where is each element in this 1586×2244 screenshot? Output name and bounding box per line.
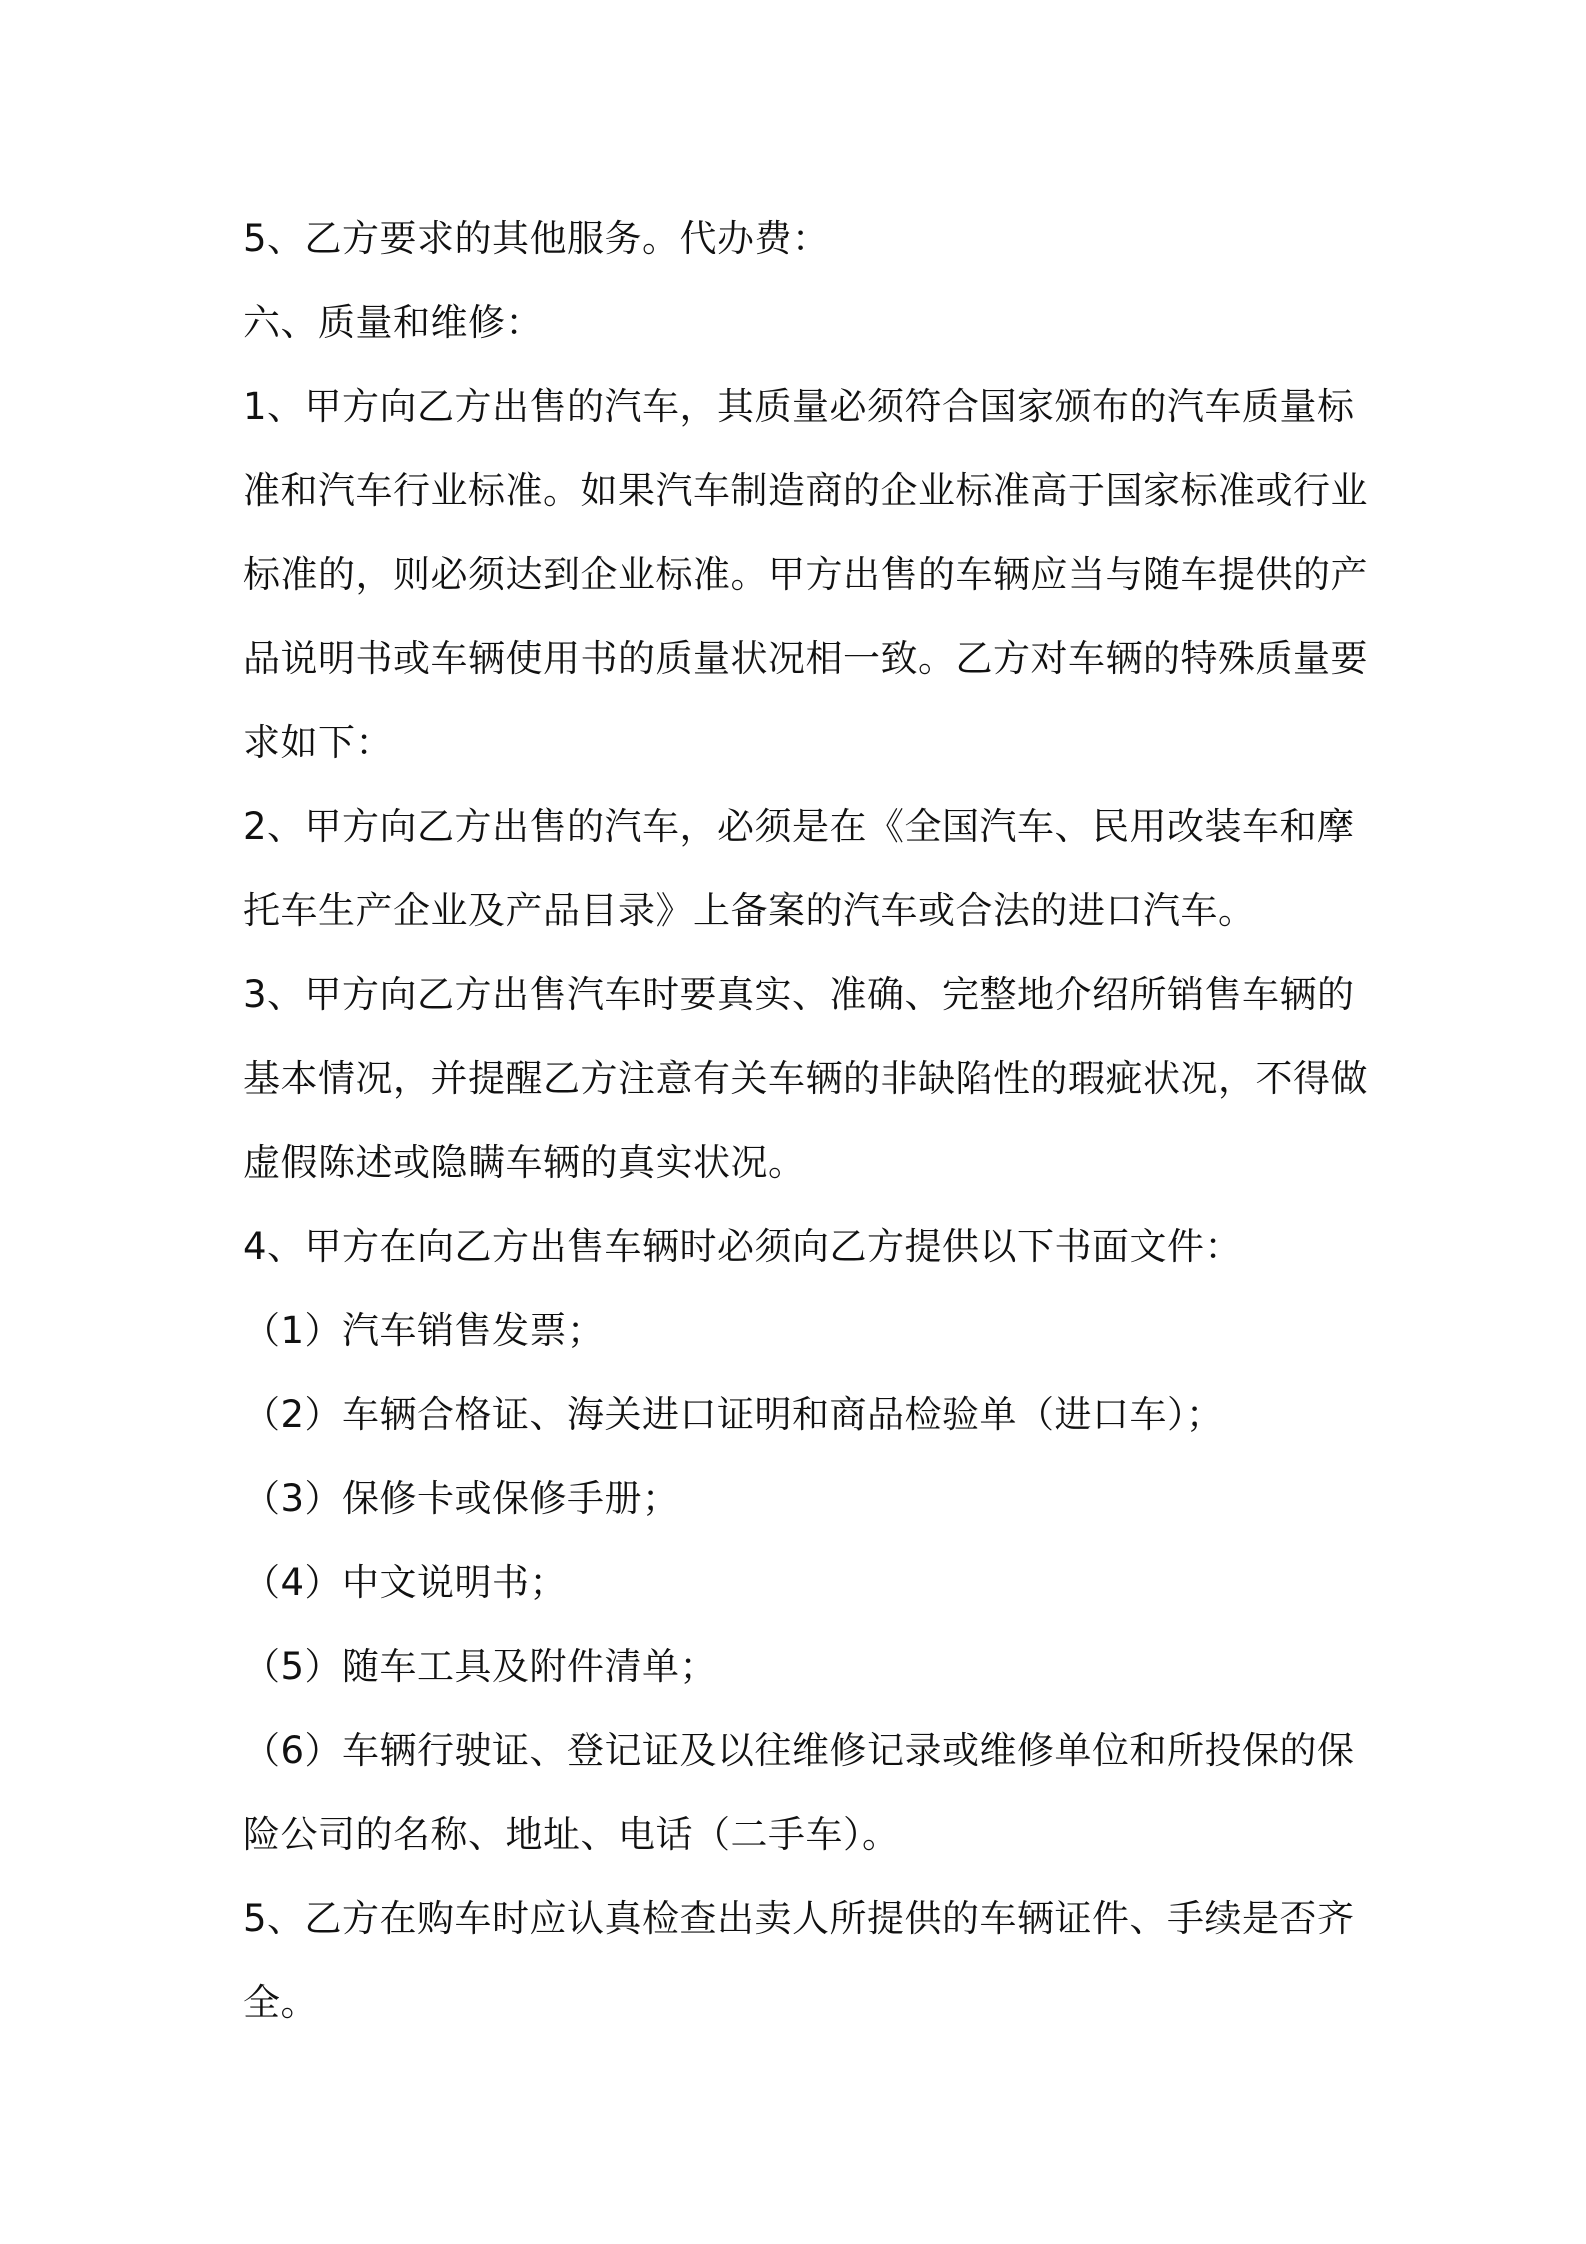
text-line: 六、质量和维修： <box>243 301 543 344</box>
text-line: 2、甲方向乙方出售的汽车，必须是在《全国汽车、民用改装车和摩 <box>243 805 1355 848</box>
text-line: 品说明书或车辆使用书的质量状况相一致。乙方对车辆的特殊质量要 <box>243 637 1368 680</box>
text-line: 4、甲方在向乙方出售车辆时必须向乙方提供以下书面文件： <box>243 1225 1243 1268</box>
document-item-1 <box>243 1289 1363 1373</box>
document-item-4 <box>243 1541 1363 1625</box>
text-line: 托车生产企业及产品目录》上备案的汽车或合法的进口汽车。 <box>243 889 1256 932</box>
section-6-heading <box>243 281 1363 365</box>
text-line: 3、甲方向乙方出售汽车时要真实、准确、完整地介绍所销售车辆的 <box>243 973 1355 1016</box>
clause-5-other-services <box>243 197 1363 281</box>
clause-6-3-truthful-disclosure <box>243 953 1368 1205</box>
text-line: （4）中文说明书； <box>243 1561 568 1604</box>
text-line: 险公司的名称、地址、电话（二手车）。 <box>243 1813 900 1856</box>
text-line: （2）车辆合格证、海关进口证明和商品检验单（进口车）； <box>243 1393 1224 1436</box>
document-body <box>243 197 1368 2045</box>
document-item-2 <box>243 1373 1363 1457</box>
text-line: （6）车辆行驶证、登记证及以往维修记录或维修单位和所投保的保 <box>243 1729 1355 1772</box>
text-line: 基本情况，并提醒乙方注意有关车辆的非缺陷性的瑕疵状况，不得做 <box>243 1057 1368 1100</box>
text-line: 1、甲方向乙方出售的汽车，其质量必须符合国家颁布的汽车质量标 <box>243 385 1355 428</box>
document-item-3 <box>243 1457 1363 1541</box>
text-line: 标准的，则必须达到企业标准。甲方出售的车辆应当与随车提供的产 <box>243 553 1368 596</box>
document-item-6 <box>243 1709 1363 1877</box>
text-line: （5）随车工具及附件清单； <box>243 1645 718 1688</box>
text-line: （1）汽车销售发票； <box>243 1309 605 1352</box>
text-line: （3）保修卡或保修手册； <box>243 1477 680 1520</box>
document-item-5 <box>243 1625 1363 1709</box>
text-line: 准和汽车行业标准。如果汽车制造商的企业标准高于国家标准或行业 <box>243 469 1368 512</box>
text-line: 5、乙方在购车时应认真检查出卖人所提供的车辆证件、手续是否齐 <box>243 1897 1355 1940</box>
clause-6-1-quality-standard <box>243 365 1368 785</box>
clause-6-4-documents-intro <box>243 1205 1363 1289</box>
clause-6-2-registered-vehicle <box>243 785 1363 953</box>
text-line: 5、乙方要求的其他服务。代办费： <box>243 217 830 260</box>
clause-6-5-buyer-inspection <box>243 1877 1363 2045</box>
text-line: 求如下： <box>243 721 393 764</box>
text-line: 虚假陈述或隐瞒车辆的真实状况。 <box>243 1141 806 1184</box>
text-line: 全。 <box>243 1981 318 2024</box>
